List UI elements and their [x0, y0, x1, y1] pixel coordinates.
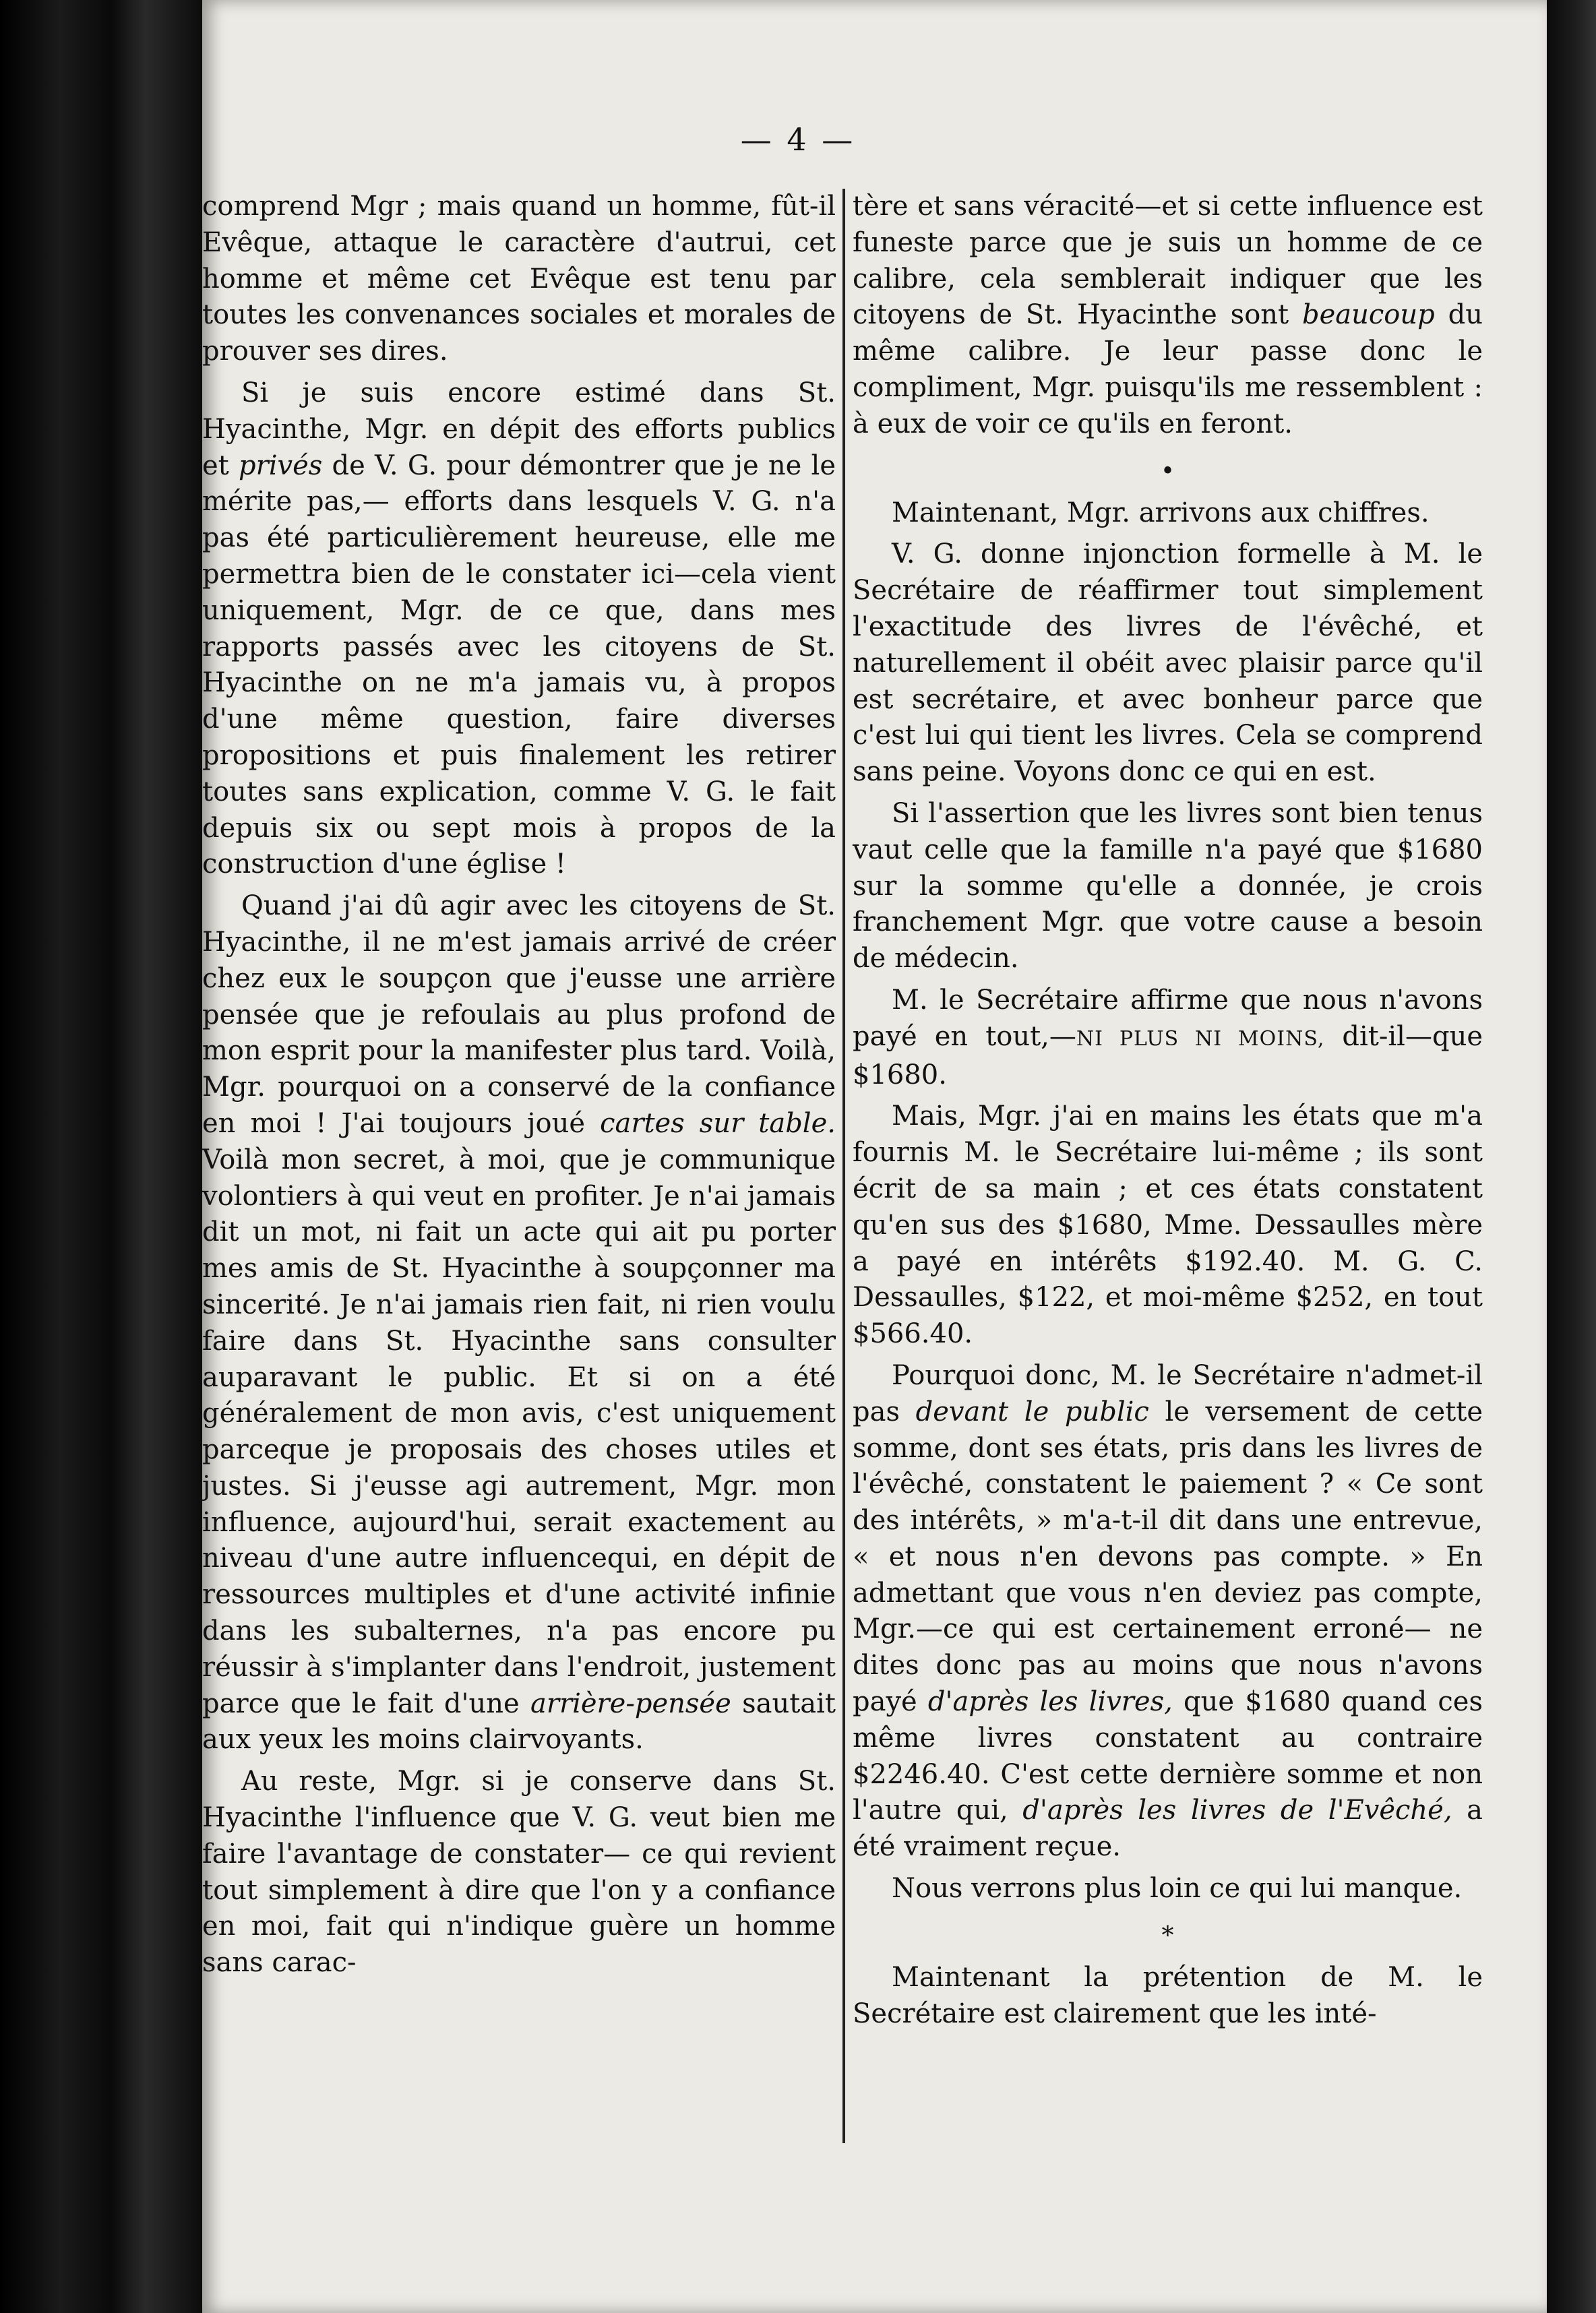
section-separator: • [1160, 457, 1175, 485]
paragraph: Au reste, Mgr. si je conserve dans St. Hyacinthe l'influence que V. G. veut bien me faire l'avantage de constater— ce qui revient tout simplement à dire que l'on y a confiance en moi, fait qui n'indique guère un homme sans carac- [202, 1766, 836, 1979]
asterisk-separator: * [1161, 1921, 1174, 1950]
paragraph: Maintenant, Mgr. arrivons aux chiffres. [892, 497, 1430, 528]
paragraph: Mais, Mgr. j'ai en mains les états que m'a fournis M. le Secrétaire lui-même ; ils sont écrit de sa main ; et ces états constatent qu'en sus des $1680, Mme. Dessaulles mère a payé en intérêts $192.40. M. G. C. Dessaulles, $122, et moi-même $252, en tout $566.40. [853, 1101, 1483, 1350]
paragraph: Pourquoi donc, M. le Secrétaire n'admet-il pas devant le public le versement de cette somme, dont ses états, pris dans les livres de l'évêché, constatent le paiement ? « Ce sont des intérêts, » m'a-t-il dit dans une entrevue, « et nous n'en devons pas compte. » En admettant que vous n'en deviez pas compte, Mgr.—ce qui est certainement erroné— ne dites donc pas au moins que nous n'avons payé d'après les livres, que $1680 quand ces même livres constatent au contraire $2246.40. C'est cette dernière somme et non l'autre qui, d'après les livres de l'Evêché, a été vraiment reçue. [853, 1359, 1483, 1863]
page-number: — 4 — [740, 121, 856, 158]
paragraph: V. G. donne injonction formelle à M. le Secrétaire de réaffirmer tout simplement l'exactitude des livres de l'évêché, et naturellement il obéit avec plaisir parce qu'il est secrétaire, et avec bonheur parce que c'est lui qui tient les livres. Cela se comprend sans peine. Voyons donc ce qui en est. [853, 538, 1483, 788]
column-divider [842, 189, 845, 2143]
paragraph: Si je suis encore estimé dans St. Hyacinthe, Mgr. en dépit des efforts publics et privés de V. G. pour démontrer que je ne le mérite pas,— efforts dans lesquels V. G. n'a pas été particulièrement heureuse, elle me permettra bien de le constater ici—cela vient uniquement, Mgr. de ce que, dans mes rapports passés avec les citoyens de St. Hyacinthe on ne m'a jamais vu, à propos d'une même question, faire diverses propositions et puis finalement les retirer toutes sans explication, comme V. G. le fait depuis six ou sept mois à propos de la construction d'une église ! [202, 377, 836, 880]
paragraph: Si l'assertion que les livres sont bien tenus vaut celle que la famille n'a payé que $1680 sur la somme qu'elle a donnée, je crois franchement Mgr. que votre cause a besoin de médecin. [853, 797, 1483, 975]
paragraph: tère et sans véracité—et si cette influence est funeste parce que je suis un homme de ce calibre, cela semblerait indiquer que les citoyens de St. Hyacinthe sont beaucoup du même calibre. Je leur passe donc le compliment, Mgr. puisqu'ils me ressemblent : à eux de voir ce qu'ils en feront. [853, 191, 1483, 439]
left-column [202, 189, 836, 1987]
paragraph: M. le Secrétaire affirme que nous n'avons payé en tout,—NI PLUS NI MOINS, dit-il—que $1680. [853, 984, 1483, 1090]
paragraph: Quand j'ai dû agir avec les citoyens de St. Hyacinthe, il ne m'est jamais arrivé de créer chez eux le soupçon que j'eusse une arrière pensée que je refoulais au plus profond de mon esprit pour la manifester plus tard. Voilà, Mgr. pourquoi on a conservé de la confiance en moi ! J'ai toujours joué cartes sur table. Voilà mon secret, à moi, que je communique volontiers à qui veut en profiter. Je n'ai jamais dit un mot, ni fait un acte qui ait pu porter mes amis de St. Hyacinthe à soupçonner ma sincerité. Je n'ai jamais rien fait, ni rien voulu faire dans St. Hyacinthe sans consulter auparavant le public. Et si on a été généralement de mon avis, c'est uniquement parceque je proposais des choses utiles et justes. Si j'eusse agi autrement, Mgr. mon influence, aujourd'hui, serait exactement au niveau d'une autre influencequi, en dépit de ressources multiples et d'une activité infinie dans les subalternes, n'a pas encore pu réussir à s'implanter dans l'endroit, justement parce que le fait d'une arrière-pensée sautait aux yeux les moins clairvoyants. [202, 890, 836, 1756]
book-binding-shadow [0, 0, 202, 2313]
facing-page-edge [1547, 0, 1596, 2313]
right-column [853, 189, 1483, 2037]
paragraph: Maintenant la prétention de M. le Secrétaire est clairement que les inté- [853, 1961, 1483, 2029]
paragraph: Nous verrons plus loin ce qui lui manque. [892, 1873, 1463, 1905]
paragraph: comprend Mgr ; mais quand un homme, fût-il Evêque, attaque le caractère d'autrui, cet homme et même cet Evêque est tenu par toutes les convenances sociales et morales de prouver ses dires. [202, 191, 836, 367]
